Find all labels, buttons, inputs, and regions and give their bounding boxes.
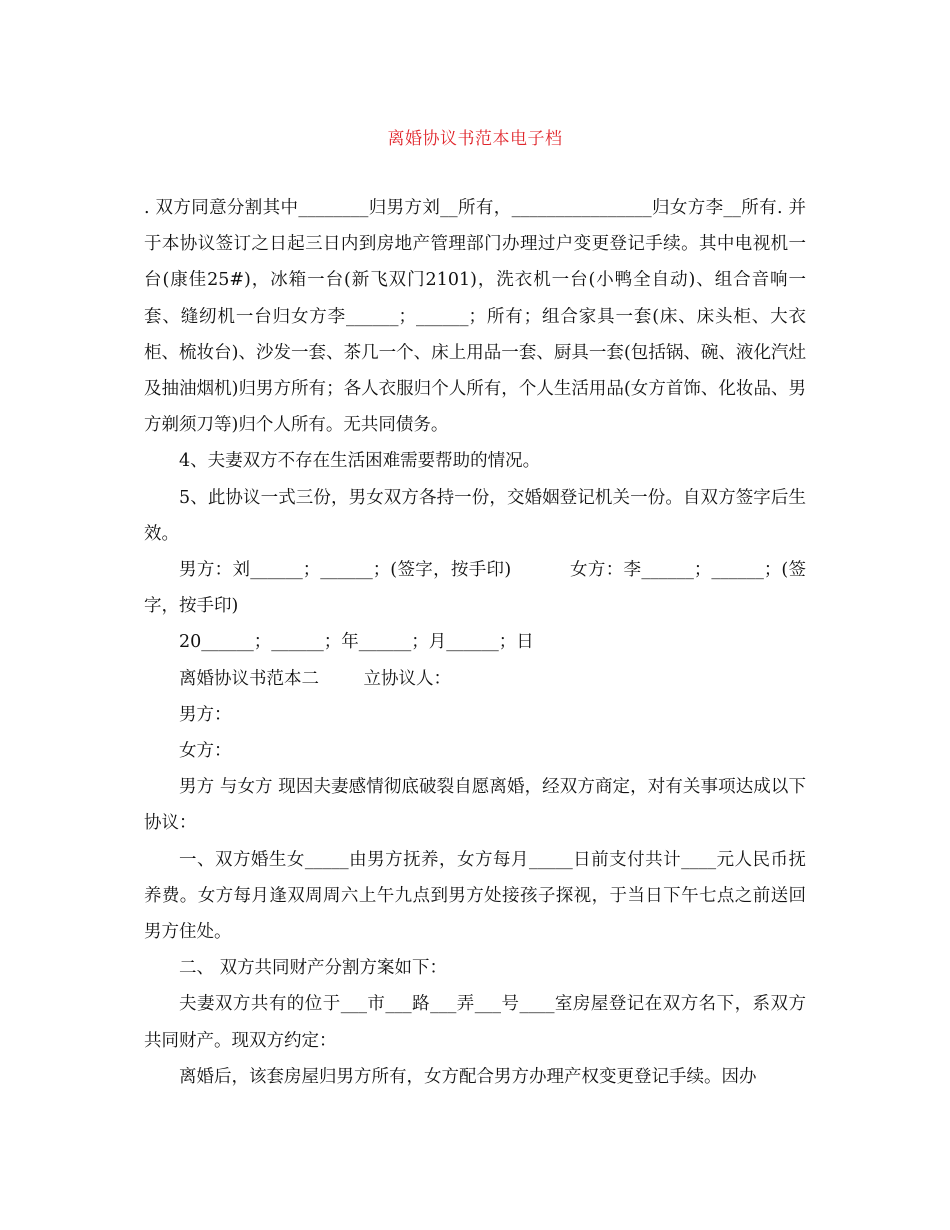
paragraph-clause-4: 4、夫妻双方不存在生活困难需要帮助的情况。 [179,451,541,472]
paragraph-female-party: 女方： [179,741,232,762]
paragraph-clause-5: 5、此协议一式三份，男女双方各持一份，交婚姻登记机关一份。自双方签字后生效。 [144,487,806,544]
paragraph-house-after-divorce: 离婚后，该套房屋归男方所有，女方配合男方办理产权变更登记手续。因办 [179,1066,757,1087]
paragraph-preamble: 男方 与女方 现因夫妻感情彻底破裂自愿离婚，经双方商定，对有关事项达成以下协议： [144,777,806,834]
paragraph-clause-child-custody: 一、双方婚生女_____由男方抚养，女方每月_____日前支付共计____元人民币抚养费。女方每月逢双周周六上午九点到男方处接孩子探视，于当日下午七点之前送回男方住处。 [144,849,806,943]
paragraph-house-ownership: 夫妻双方共有的位于___市___路___弄___号____室房屋登记在双方名下，系双方共同财产。现双方约定： [144,994,806,1051]
paragraph-signatures: 男方：刘______；______；(签字，按手印) 女方：李______；______；(签字，按手印) [144,560,806,617]
paragraph-template-two-heading: 离婚协议书范本二 立协议人： [179,668,452,689]
document-title: 离婚协议书范本电子档 [387,129,563,149]
paragraph-property-division: . 双方同意分割其中________归男方刘__所有，________________归女方李__所有. 并于本协议签订之日起三日内到房地产管理部门办理过户变更登记手续。其中电视机一台(康佳25#)，冰箱一台(新飞双门2101)，洗衣机一台(小鸭全自动)、组合音响一套、缝纫机一台归女方李______；______；所有；组合家具一套(床、床头柜、大衣柜、梳妆台)、沙发一套、茶几一个、床上用品一套、厨具一套(包括锅、碗、液化汽灶及抽油烟机)归男方所有；各人衣服归个人所有，个人生活用品(女方首饰、化妆品、男方剃须刀等)归个人所有。无共同债务。 [144,198,806,436]
paragraph-clause-property-heading: 二、 双方共同财产分割方案如下： [179,958,448,979]
paragraph-date: 20______；______；年______；月______；日 [179,632,534,653]
paragraph-male-party: 男方： [179,704,232,725]
document-body [144,190,806,1095]
